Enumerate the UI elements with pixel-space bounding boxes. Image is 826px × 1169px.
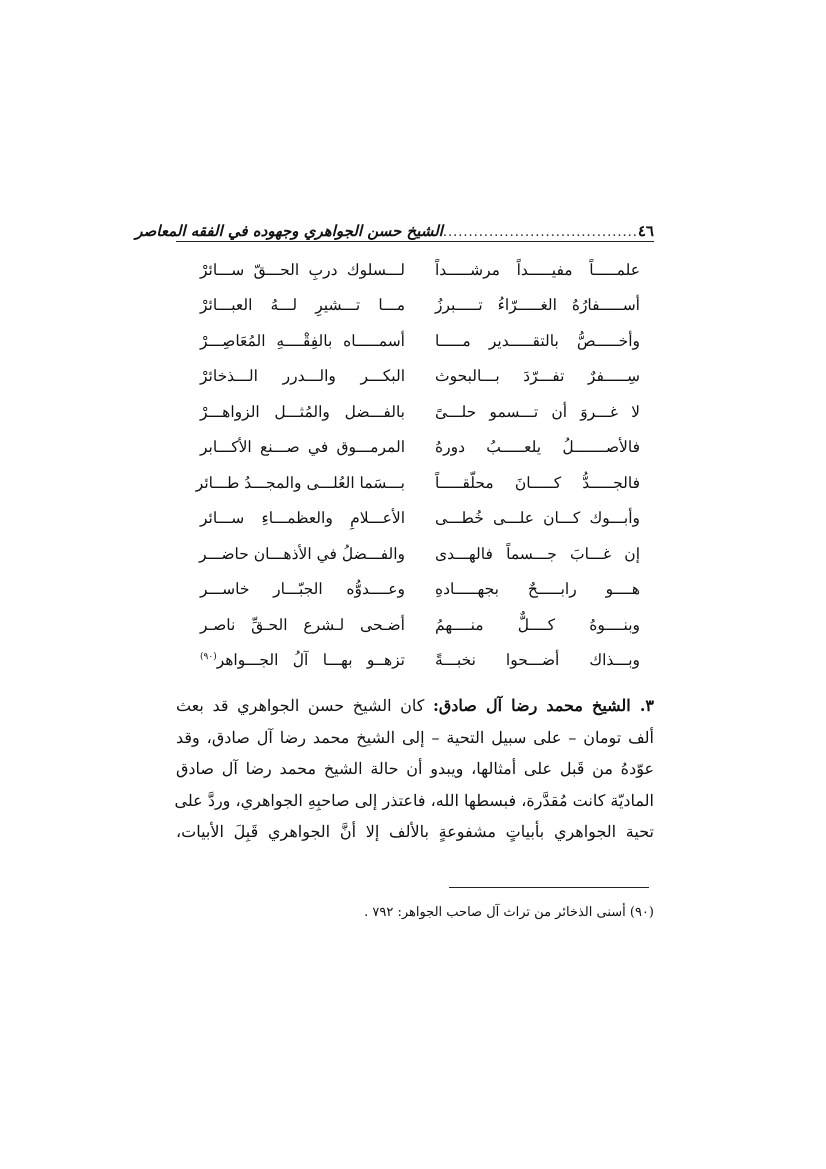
- poem-verse: [200, 501, 640, 537]
- poem-verse: [195, 465, 640, 501]
- poem-verse: [200, 323, 640, 359]
- paragraph-line: ألف تومان – على سبيل التحية – إلى الشيخ محمد رضا آل صادق، وقد: [176, 727, 654, 747]
- verse-second-hemistich: البكـــر والـــدرر الـــذخائرْ: [200, 367, 405, 386]
- verse-second-hemistich: أضـحى لـشرع الحـقِّ ناصـر: [200, 615, 405, 634]
- verse-first-hemistich: فالجـــــدُّ كـــــانَ محلّقـــــاً: [435, 473, 640, 492]
- verse-first-hemistich: وبـــذاك أضـــحوا نخبـــةً: [435, 651, 640, 670]
- section-lead: ٣. الشيخ محمد رضا آل صادق:: [432, 696, 654, 715]
- poem-verse: [200, 536, 640, 572]
- verse-second-hemistich: والفـــضلُ في الأذهـــان حاضـــر: [199, 544, 405, 563]
- paragraph-line: [176, 690, 654, 722]
- header-leader-dots: ......................................: [442, 225, 638, 240]
- verse-first-hemistich: لا غـــروَ أن تـــسمو حلـــىً: [435, 402, 640, 421]
- poem-verse: [200, 430, 640, 466]
- verse-first-hemistich: سِـــــفرٌ تفـــرّدَ بـــالبحوث: [435, 367, 640, 386]
- poem-verse: [200, 643, 640, 679]
- footnote: (٩٠) أسنى الذخائر من تراث آل صاحب الجواهر: ٧٩٢ .: [364, 905, 654, 920]
- poem-verse: [200, 572, 640, 608]
- paragraph-text: كان الشيخ حسن الجواهري قد بعث: [176, 696, 433, 715]
- verse-first-hemistich: وبنــــوهُ كــــلٌّ منــــهمُ: [435, 615, 640, 634]
- footnote-reference: (٩٠): [200, 652, 217, 663]
- header-title: الشيخ حسن الجواهري وجهوده في الفقه المعاصر: [135, 222, 443, 240]
- verse-second-hemistich: تزهــو بهـــا آلُ الجـــواهر: [216, 651, 405, 670]
- verse-first-hemistich: وأخـــــصُّ بالتقـــــدير مـــــا: [435, 331, 640, 350]
- verse-first-hemistich: إن غـــابَ جـــسماً فالهـــدى: [435, 544, 640, 563]
- header-rule: [176, 241, 654, 242]
- verse-second-hemistich: لـــسلوك دربِ الحـــقّ ســـائرْ: [200, 260, 405, 279]
- body-paragraph: [176, 690, 654, 848]
- poem-verse: [200, 288, 640, 324]
- verse-first-hemistich: أســـــفارُهُ الغـــــرّاءُ تـــــبرزُ: [435, 296, 640, 315]
- poem-verse: [200, 607, 640, 643]
- poem-verse: [200, 394, 640, 430]
- poem-verse: [200, 359, 640, 395]
- poem-verse: [200, 252, 640, 288]
- verse-second-hemistich: بـــسَما العُلـــى والمجـــدُ طـــائر: [195, 473, 405, 492]
- verse-second-hemistich: وعــــدوُّه الجبّـــار خاســـر: [200, 580, 405, 599]
- verse-second-hemistich: المرمـــوق في صـــنع الأكـــابر: [200, 438, 405, 457]
- paragraph-line: عوّدهُ من قَبل على أمثالها، ويبدو أن حالة الشيخ محمد رضا آل صادق: [176, 759, 654, 778]
- verse-first-hemistich: علمـــــاً مفيـــــداً مرشـــــداً: [435, 260, 640, 279]
- page-number: ٤٦: [637, 222, 654, 240]
- running-header: [135, 214, 654, 240]
- paragraph-line: تحية الجواهري بأبياتٍ مشفوعةٍ بالألف إلا أنَّ الجواهري قَبِلَ الأبيات،: [176, 822, 654, 841]
- paragraph-line: الماديّة كانت مُقدَّرة، فبسطها الله، فاعتذر إلى صاحبِهِ الجواهري، وردَّ على: [174, 790, 654, 810]
- verse-second-hemistich: الأعـــلامِ والعظمـــاءِ ســـائر: [200, 509, 405, 528]
- verse-first-hemistich: هــــو رابـــــحٌ بجهـــــادهِ: [435, 580, 640, 599]
- footnote-rule: [449, 887, 649, 888]
- verse-first-hemistich: وأبـــوك كـــان علـــى خُطـــى: [435, 509, 640, 528]
- verse-first-hemistich: فالأصـــــــلُ يلعـــــبُ دورهُ: [435, 438, 640, 457]
- verse-second-hemistich-with-ref: [200, 651, 405, 669]
- verse-second-hemistich: بالفـــضل والمُثـــل الزواهـــرْ: [200, 402, 405, 421]
- poem: [195, 252, 640, 678]
- verse-second-hemistich: أسمـــــاه بالفِقْــــهِ المُعَاصِـــرْ: [200, 331, 405, 350]
- verse-second-hemistich: مـــا تـــشيرِ لـــهُ العبـــائرْ: [200, 296, 405, 315]
